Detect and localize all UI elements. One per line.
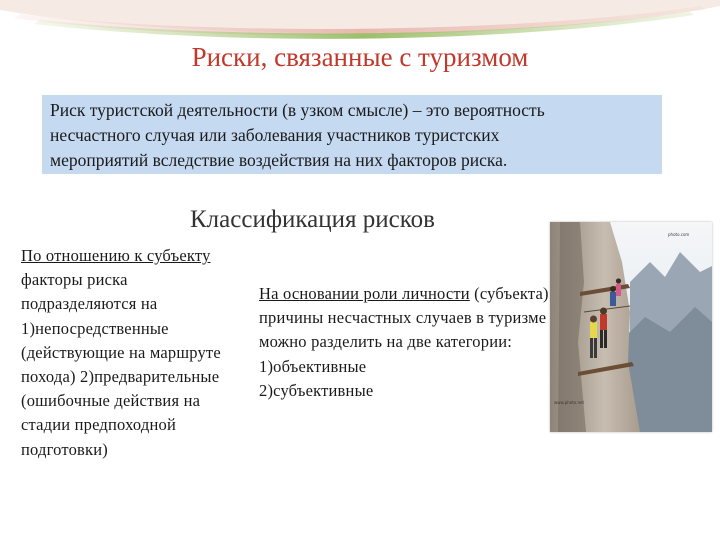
svg-text:www.photo.net: www.photo.net [554,400,585,405]
right-column-text: (субъекта) причины несчастных случаев в туризме можно разделить на две категории: [259,284,549,352]
svg-text:photo.com: photo.com [668,232,690,237]
page-title: Риски, связанные с туризмом [191,42,529,72]
right-column-underlined: На основании роли личности [259,284,470,303]
left-column-text: факторы риска подразделяются на 1)непосредственные (действующие на маршруте похода) 2)предварительные (ошибочные действия на стадии предпоходной подготовки) [21,270,221,459]
definition-line: несчастного случая или заболевания участников туристских [50,125,500,145]
left-column-underlined: По отношению к субъекту [21,246,211,265]
cliff-trail-photo [550,222,712,432]
section-subtitle: Классификация рисков [190,206,435,233]
definition-line: мероприятий вследствие воздействия на них факторов риска. [50,150,508,170]
definition-line: Риск туристской деятельности (в узком смысле) – это вероятность [50,100,545,120]
category-item: 2)субъективные [259,380,374,400]
definition-box [42,95,662,174]
category-item: 1)объективные [259,356,367,376]
left-column [21,244,231,462]
right-column [259,282,549,403]
